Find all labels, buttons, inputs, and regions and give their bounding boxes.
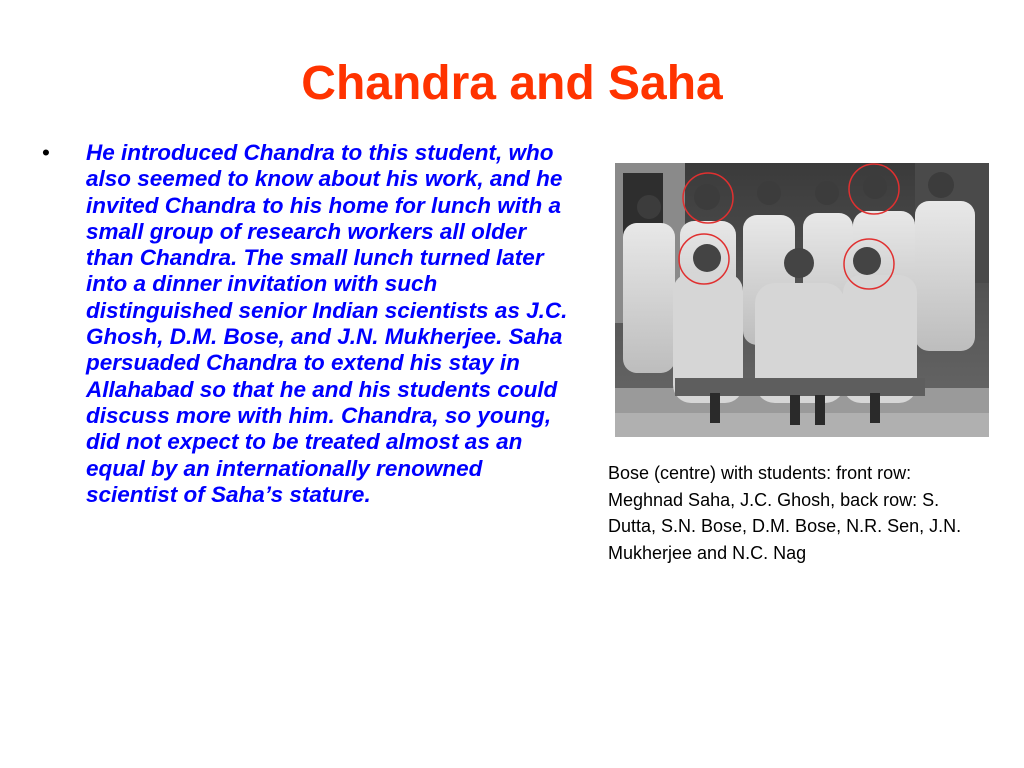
bullet-text: He introduced Chandra to this student, who also seemed to know about his work, and he invited Chandra to his home for lunch with a small group of research workers all older than Chandra. The small lunch turned later into a dinner invitation with such distinguished senior Indian scientists as J.C. Ghosh, D.M. Bose, and J.N. Mukherjee. Saha persuaded Chandra to extend his stay in Allahabad so that he and his students could discuss more with him. Chandra, so young, did not expect to be treated almost as an equal by an internationally renowned scientist of Saha’s stature. bbox=[86, 140, 568, 507]
photo-caption: Bose (centre) with students: front row: Meghnad Saha, J.C. Ghosh, back row: S. Dutta, S.N. Bose, D.M. Bose, N.R. Sen, J.N. Mukherjee and N.C. Nag bbox=[608, 463, 962, 563]
bullet-item bbox=[42, 140, 572, 508]
bullet-list bbox=[42, 140, 572, 508]
bullet-dot-icon: • bbox=[42, 140, 50, 165]
slide-title: Chandra and Saha bbox=[301, 57, 723, 110]
group-photo bbox=[615, 163, 989, 437]
